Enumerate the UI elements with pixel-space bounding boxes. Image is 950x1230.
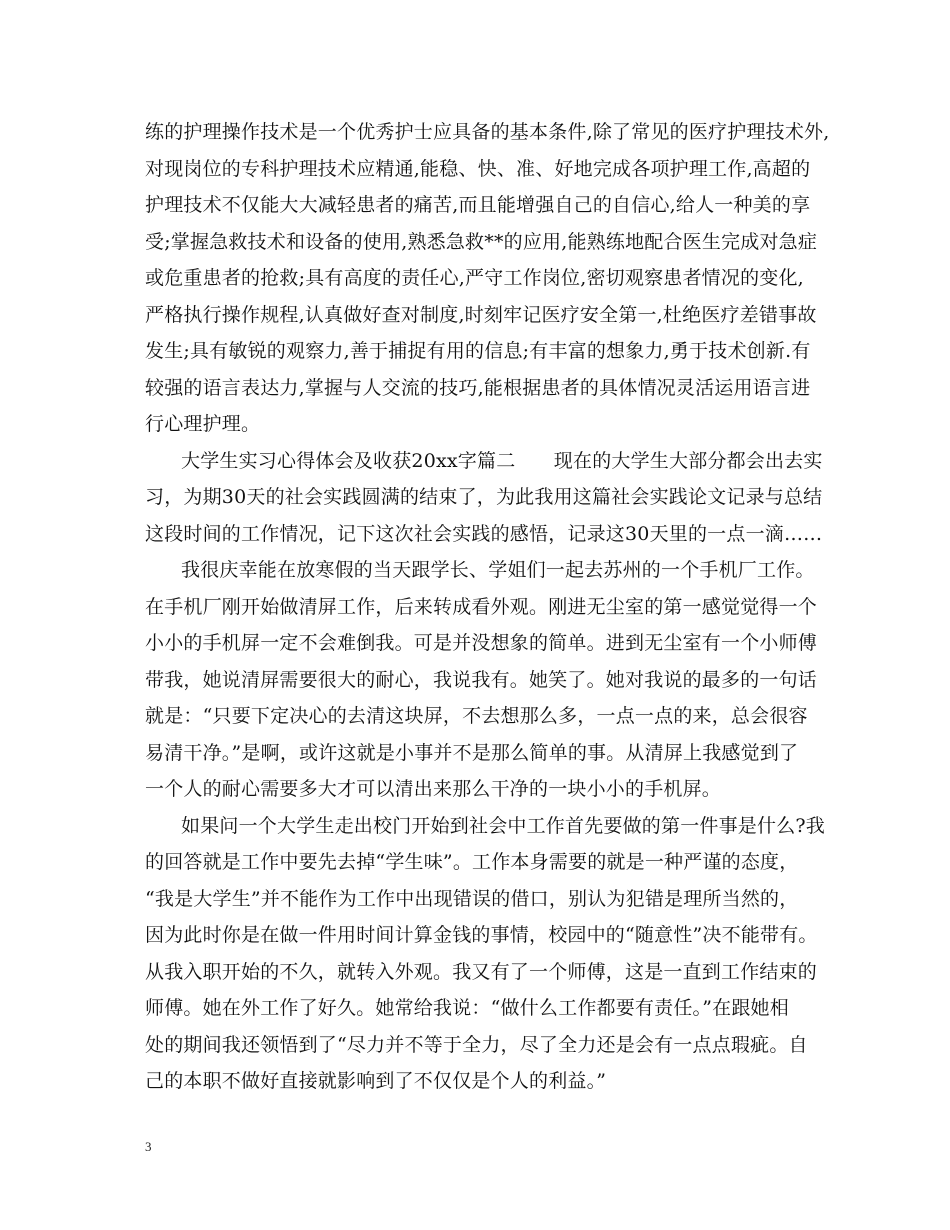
text-line: 因为此时你是在做一件用时间计算金钱的事情，校园中的“随意性”决不能带有。 <box>145 924 818 946</box>
text-line: 受;掌握急救技术和设备的使用,熟悉急救**的应用,能熟练地配合医生完成对急症 <box>145 230 818 253</box>
text-line: 就是：“只要下定决心的去清这块屏，不去想那么多，一点一点的来，总会很容 <box>145 705 808 727</box>
text-line: 从我入职开始的不久，就转入外观。我又有了一个师傅，这是一直到工作结束的 <box>145 960 818 983</box>
text-line: 或危重患者的抢救;具有高度的责任心,严守工作岗位,密切观察患者情况的变化, <box>145 267 804 289</box>
text-line: 在手机厂刚开始做清屏工作，后来转成看外观。刚进无尘室的第一感觉觉得一个 <box>145 595 818 618</box>
page-number: 3 <box>145 1139 152 1154</box>
text-line: 行心理护理。 <box>145 413 261 435</box>
text-line: 发生;具有敏锐的观察力,善于捕捉有用的信息;有丰富的想象力,勇于技术创新.有 <box>145 340 811 362</box>
text-line: 处的期间我还领悟到了“尽力并不等于全力，尽了全力还是会有一点点瑕疵。自 <box>145 1033 808 1056</box>
text-line: 师傅。她在外工作了好久。她常给我说：“做什么工作都要有责任。”在跟她相 <box>145 997 789 1019</box>
paragraph-start-line: 如果问一个大学生走出校门开始到社会中工作首先要做的第一件事是什么?我 <box>181 814 825 837</box>
text-line: 小小的手机屏一定不会难倒我。可是并没想象的简单。进到无尘室有一个小师傅 <box>145 632 818 654</box>
text-line: 己的本职不做好直接就影响到了不仅仅是个人的利益。” <box>145 1070 607 1092</box>
text-line: 易清干净。”是啊，或许这就是小事并不是那么简单的事。从清屏上我感觉到了 <box>145 741 799 764</box>
text-line: 严格执行操作规程,认真做好查对制度,时刻牢记医疗安全第一,杜绝医疗差错事故 <box>145 303 817 326</box>
body-text <box>145 114 830 1100</box>
text-line: 习，为期30天的社会实践圆满的结束了，为此我用这篇社会实践论文记录与总结 <box>145 486 823 508</box>
text-line: 对现岗位的专科护理技术应精通,能稳、快、准、好地完成各项护理工作,高超的 <box>145 157 811 180</box>
text-line: 较强的语言表达力,掌握与人交流的技巧,能根据患者的具体情况灵活运用语言进 <box>145 376 811 399</box>
text-line: “我是大学生”并不能作为工作中出现错误的借口，别认为犯错是理所当然的， <box>145 887 799 910</box>
text-line: 练的护理操作技术是一个优秀护士应具备的基本条件,除了常见的医疗护理技术外, <box>145 121 830 143</box>
text-line: 带我，她说清屏需要很大的耐心，我说我有。她笑了。她对我说的最多的一句话 <box>145 668 818 691</box>
text-line: 的回答就是工作中要先去掉“学生味”。工作本身需要的就是一种严谨的态度， <box>145 851 799 873</box>
paragraph-start-line: 大学生实习心得体会及收获20xx字篇二 现在的大学生大部分都会出去实 <box>181 449 823 472</box>
paragraph-start-line: 我很庆幸能在放寒假的当天跟学长、学姐们一起去苏州的一个手机厂工作。 <box>181 559 815 581</box>
text-line: 这段时间的工作情况，记下这次社会实践的感悟，记录这30天里的一点一滴…… <box>145 522 823 545</box>
text-line: 护理技术不仅能大大减轻患者的痛苦,而且能增强自己的自信心,给人一种美的享 <box>145 194 811 216</box>
text-line: 一个人的耐心需要多大才可以清出来那么干净的一块小小的手机屏。 <box>145 778 722 800</box>
